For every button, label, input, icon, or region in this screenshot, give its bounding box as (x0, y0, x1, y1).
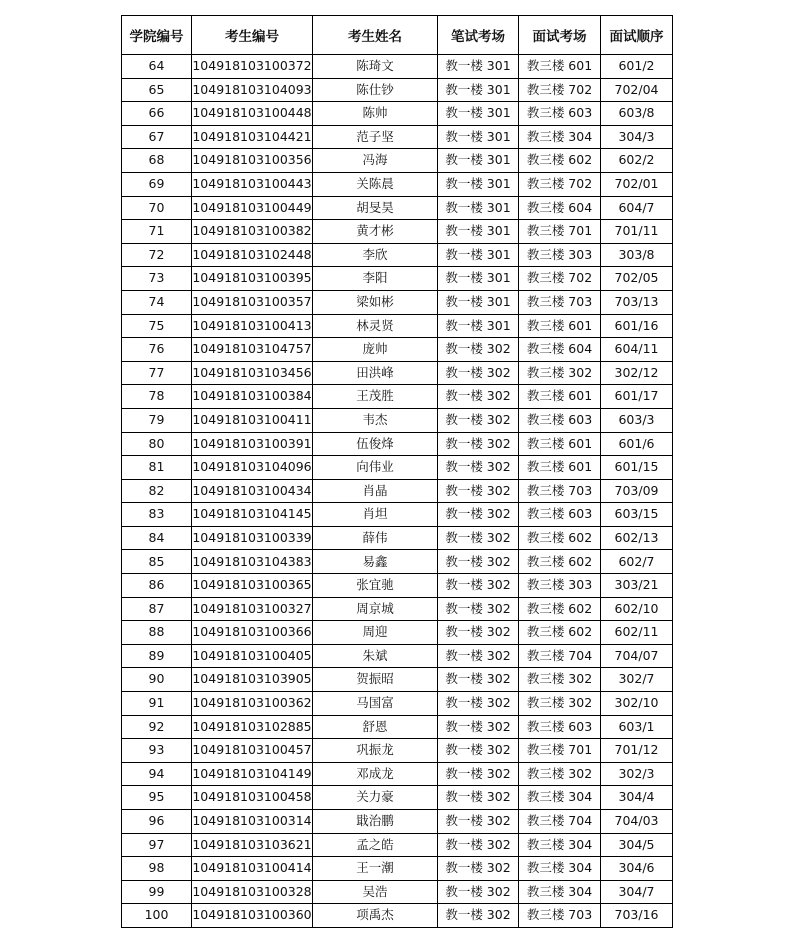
cell-interview-order: 603/3 (601, 408, 673, 432)
cell-candidate-name: 范子坚 (313, 125, 438, 149)
cell-interview-order: 303/21 (601, 574, 673, 598)
table-row (122, 857, 673, 881)
header-interview-room: 面试考场 (519, 16, 601, 55)
table-row (122, 644, 673, 668)
cell-candidate-number: 104918103100411 (192, 408, 313, 432)
cell-candidate-name: 周迎 (313, 621, 438, 645)
table-row (122, 220, 673, 244)
table-row (122, 102, 673, 126)
table-row (122, 361, 673, 385)
cell-candidate-number: 104918103103621 (192, 833, 313, 857)
cell-interview-order: 603/15 (601, 503, 673, 527)
cell-college-number: 64 (122, 55, 192, 79)
cell-candidate-number: 104918103100443 (192, 172, 313, 196)
cell-candidate-number: 104918103100339 (192, 526, 313, 550)
cell-candidate-name: 李欣 (313, 243, 438, 267)
cell-interview-room: 教三楼 702 (519, 172, 601, 196)
cell-candidate-name: 张宜驰 (313, 574, 438, 598)
cell-college-number: 93 (122, 739, 192, 763)
cell-candidate-name: 陈琦文 (313, 55, 438, 79)
cell-interview-room: 教三楼 302 (519, 762, 601, 786)
cell-written-exam-room: 教一楼 302 (438, 810, 519, 834)
table-row (122, 526, 673, 550)
cell-interview-room: 教三楼 701 (519, 739, 601, 763)
cell-candidate-name: 巩振龙 (313, 739, 438, 763)
cell-candidate-name: 易鑫 (313, 550, 438, 574)
cell-candidate-name: 冯海 (313, 149, 438, 173)
cell-interview-order: 704/03 (601, 810, 673, 834)
cell-candidate-name: 向伟业 (313, 456, 438, 480)
table-row (122, 172, 673, 196)
cell-interview-order: 602/13 (601, 526, 673, 550)
cell-interview-order: 604/7 (601, 196, 673, 220)
cell-candidate-number: 104918103100414 (192, 857, 313, 881)
cell-interview-room: 教三楼 303 (519, 574, 601, 598)
cell-interview-order: 304/4 (601, 786, 673, 810)
cell-candidate-number: 104918103100413 (192, 314, 313, 338)
cell-college-number: 91 (122, 692, 192, 716)
cell-candidate-number: 104918103104149 (192, 762, 313, 786)
table-row (122, 290, 673, 314)
table-row (122, 125, 673, 149)
cell-college-number: 100 (122, 904, 192, 928)
cell-college-number: 68 (122, 149, 192, 173)
cell-candidate-name: 项禹杰 (313, 904, 438, 928)
cell-candidate-number: 104918103104145 (192, 503, 313, 527)
cell-written-exam-room: 教一楼 302 (438, 361, 519, 385)
cell-interview-room: 教三楼 601 (519, 385, 601, 409)
cell-interview-room: 教三楼 603 (519, 715, 601, 739)
cell-written-exam-room: 教一楼 302 (438, 880, 519, 904)
cell-candidate-number: 104918103103905 (192, 668, 313, 692)
cell-candidate-name: 黄才彬 (313, 220, 438, 244)
cell-written-exam-room: 教一楼 301 (438, 243, 519, 267)
cell-college-number: 67 (122, 125, 192, 149)
cell-written-exam-room: 教一楼 302 (438, 786, 519, 810)
cell-written-exam-room: 教一楼 302 (438, 762, 519, 786)
header-college-number: 学院编号 (122, 16, 192, 55)
cell-interview-order: 602/7 (601, 550, 673, 574)
table-row (122, 408, 673, 432)
cell-candidate-number: 104918103102448 (192, 243, 313, 267)
cell-college-number: 69 (122, 172, 192, 196)
table-row (122, 904, 673, 928)
cell-written-exam-room: 教一楼 302 (438, 621, 519, 645)
cell-candidate-number: 104918103103456 (192, 361, 313, 385)
table-row (122, 338, 673, 362)
cell-interview-order: 702/05 (601, 267, 673, 291)
cell-candidate-name: 庞帅 (313, 338, 438, 362)
cell-written-exam-room: 教一楼 301 (438, 102, 519, 126)
cell-written-exam-room: 教一楼 302 (438, 739, 519, 763)
cell-interview-room: 教三楼 304 (519, 880, 601, 904)
header-candidate-name: 考生姓名 (313, 16, 438, 55)
table-row (122, 786, 673, 810)
cell-interview-order: 601/17 (601, 385, 673, 409)
cell-candidate-number: 104918103100449 (192, 196, 313, 220)
cell-candidate-name: 关陈晨 (313, 172, 438, 196)
cell-candidate-name: 梁如彬 (313, 290, 438, 314)
cell-interview-room: 教三楼 703 (519, 904, 601, 928)
cell-college-number: 72 (122, 243, 192, 267)
cell-interview-room: 教三楼 701 (519, 220, 601, 244)
cell-interview-order: 703/13 (601, 290, 673, 314)
cell-candidate-number: 104918103100362 (192, 692, 313, 716)
cell-interview-room: 教三楼 304 (519, 857, 601, 881)
cell-college-number: 77 (122, 361, 192, 385)
cell-candidate-name: 林灵贤 (313, 314, 438, 338)
cell-candidate-number: 104918103100372 (192, 55, 313, 79)
cell-candidate-number: 104918103102885 (192, 715, 313, 739)
table-row (122, 196, 673, 220)
cell-interview-room: 教三楼 601 (519, 432, 601, 456)
table-row (122, 267, 673, 291)
cell-candidate-name: 韦杰 (313, 408, 438, 432)
cell-candidate-number: 104918103100314 (192, 810, 313, 834)
cell-interview-room: 教三楼 702 (519, 267, 601, 291)
cell-college-number: 89 (122, 644, 192, 668)
cell-written-exam-room: 教一楼 301 (438, 196, 519, 220)
cell-candidate-number: 104918103100448 (192, 102, 313, 126)
cell-college-number: 88 (122, 621, 192, 645)
cell-written-exam-room: 教一楼 302 (438, 833, 519, 857)
cell-college-number: 99 (122, 880, 192, 904)
table-row (122, 692, 673, 716)
cell-candidate-number: 104918103104093 (192, 78, 313, 102)
cell-college-number: 90 (122, 668, 192, 692)
header-interview-order: 面试顺序 (601, 16, 673, 55)
cell-interview-order: 604/11 (601, 338, 673, 362)
cell-interview-order: 603/1 (601, 715, 673, 739)
table-row (122, 55, 673, 79)
cell-candidate-name: 陈帅 (313, 102, 438, 126)
cell-written-exam-room: 教一楼 302 (438, 857, 519, 881)
cell-candidate-name: 伍俊烽 (313, 432, 438, 456)
cell-written-exam-room: 教一楼 301 (438, 314, 519, 338)
cell-written-exam-room: 教一楼 301 (438, 125, 519, 149)
cell-interview-order: 702/04 (601, 78, 673, 102)
cell-college-number: 95 (122, 786, 192, 810)
cell-candidate-name: 戢治鹏 (313, 810, 438, 834)
cell-interview-order: 701/11 (601, 220, 673, 244)
cell-candidate-name: 胡旻昊 (313, 196, 438, 220)
cell-written-exam-room: 教一楼 302 (438, 715, 519, 739)
cell-interview-room: 教三楼 702 (519, 78, 601, 102)
cell-interview-room: 教三楼 602 (519, 149, 601, 173)
cell-college-number: 78 (122, 385, 192, 409)
cell-interview-order: 704/07 (601, 644, 673, 668)
cell-candidate-name: 陈仕钞 (313, 78, 438, 102)
cell-interview-order: 701/12 (601, 739, 673, 763)
cell-interview-room: 教三楼 604 (519, 338, 601, 362)
cell-interview-order: 703/09 (601, 479, 673, 503)
cell-candidate-number: 104918103104757 (192, 338, 313, 362)
table-row (122, 880, 673, 904)
cell-interview-order: 702/01 (601, 172, 673, 196)
cell-interview-order: 703/16 (601, 904, 673, 928)
cell-written-exam-room: 教一楼 301 (438, 267, 519, 291)
cell-interview-room: 教三楼 302 (519, 668, 601, 692)
cell-interview-order: 304/6 (601, 857, 673, 881)
table-row (122, 621, 673, 645)
cell-college-number: 79 (122, 408, 192, 432)
cell-candidate-number: 104918103100356 (192, 149, 313, 173)
cell-candidate-name: 王一潮 (313, 857, 438, 881)
cell-candidate-name: 肖晶 (313, 479, 438, 503)
cell-written-exam-room: 教一楼 302 (438, 597, 519, 621)
header-row (122, 16, 673, 55)
cell-written-exam-room: 教一楼 302 (438, 456, 519, 480)
header-candidate-number: 考生编号 (192, 16, 313, 55)
table-row (122, 385, 673, 409)
cell-candidate-number: 104918103100382 (192, 220, 313, 244)
cell-candidate-number: 104918103104383 (192, 550, 313, 574)
cell-interview-order: 303/8 (601, 243, 673, 267)
cell-written-exam-room: 教一楼 302 (438, 408, 519, 432)
cell-interview-order: 601/2 (601, 55, 673, 79)
cell-candidate-number: 104918103104096 (192, 456, 313, 480)
cell-interview-room: 教三楼 703 (519, 290, 601, 314)
cell-written-exam-room: 教一楼 301 (438, 172, 519, 196)
cell-interview-room: 教三楼 603 (519, 503, 601, 527)
cell-candidate-number: 104918103100458 (192, 786, 313, 810)
cell-candidate-name: 吴浩 (313, 880, 438, 904)
cell-written-exam-room: 教一楼 301 (438, 55, 519, 79)
cell-interview-order: 302/12 (601, 361, 673, 385)
cell-college-number: 83 (122, 503, 192, 527)
table-row (122, 715, 673, 739)
header-written-exam-room: 笔试考场 (438, 16, 519, 55)
cell-interview-order: 304/7 (601, 880, 673, 904)
cell-candidate-name: 李阳 (313, 267, 438, 291)
cell-college-number: 98 (122, 857, 192, 881)
cell-college-number: 74 (122, 290, 192, 314)
cell-interview-room: 教三楼 703 (519, 479, 601, 503)
cell-college-number: 66 (122, 102, 192, 126)
cell-candidate-name: 周京城 (313, 597, 438, 621)
cell-interview-room: 教三楼 602 (519, 550, 601, 574)
cell-interview-order: 602/11 (601, 621, 673, 645)
table-row (122, 456, 673, 480)
table-row (122, 314, 673, 338)
cell-written-exam-room: 教一楼 302 (438, 668, 519, 692)
cell-interview-room: 教三楼 304 (519, 125, 601, 149)
table-row (122, 243, 673, 267)
cell-candidate-name: 田洪峰 (313, 361, 438, 385)
cell-college-number: 70 (122, 196, 192, 220)
cell-interview-room: 教三楼 602 (519, 526, 601, 550)
cell-candidate-number: 104918103100366 (192, 621, 313, 645)
table-row (122, 550, 673, 574)
table-row (122, 597, 673, 621)
cell-interview-room: 教三楼 302 (519, 361, 601, 385)
cell-candidate-name: 关力豪 (313, 786, 438, 810)
cell-interview-order: 304/5 (601, 833, 673, 857)
cell-candidate-name: 肖坦 (313, 503, 438, 527)
cell-candidate-number: 104918103100434 (192, 479, 313, 503)
cell-written-exam-room: 教一楼 302 (438, 479, 519, 503)
exam-arrangement-table (121, 15, 673, 928)
cell-interview-room: 教三楼 603 (519, 408, 601, 432)
cell-college-number: 92 (122, 715, 192, 739)
cell-interview-order: 602/10 (601, 597, 673, 621)
cell-candidate-number: 104918103104421 (192, 125, 313, 149)
cell-interview-room: 教三楼 704 (519, 810, 601, 834)
cell-written-exam-room: 教一楼 302 (438, 550, 519, 574)
cell-interview-order: 601/15 (601, 456, 673, 480)
cell-candidate-name: 孟之皓 (313, 833, 438, 857)
cell-college-number: 86 (122, 574, 192, 598)
cell-written-exam-room: 教一楼 302 (438, 904, 519, 928)
cell-candidate-name: 贺振昭 (313, 668, 438, 692)
cell-candidate-number: 104918103100328 (192, 880, 313, 904)
cell-candidate-name: 邓成龙 (313, 762, 438, 786)
cell-candidate-name: 薛伟 (313, 526, 438, 550)
cell-college-number: 84 (122, 526, 192, 550)
cell-written-exam-room: 教一楼 302 (438, 432, 519, 456)
cell-candidate-number: 104918103100357 (192, 290, 313, 314)
cell-college-number: 82 (122, 479, 192, 503)
cell-interview-room: 教三楼 601 (519, 314, 601, 338)
cell-interview-order: 601/6 (601, 432, 673, 456)
cell-college-number: 76 (122, 338, 192, 362)
table-row (122, 668, 673, 692)
cell-interview-room: 教三楼 601 (519, 55, 601, 79)
table-row (122, 149, 673, 173)
table-row (122, 78, 673, 102)
cell-written-exam-room: 教一楼 302 (438, 385, 519, 409)
cell-college-number: 94 (122, 762, 192, 786)
cell-candidate-name: 舒恩 (313, 715, 438, 739)
cell-candidate-number: 104918103100384 (192, 385, 313, 409)
cell-written-exam-room: 教一楼 302 (438, 503, 519, 527)
cell-interview-room: 教三楼 602 (519, 597, 601, 621)
cell-interview-order: 302/7 (601, 668, 673, 692)
cell-written-exam-room: 教一楼 302 (438, 574, 519, 598)
cell-written-exam-room: 教一楼 301 (438, 290, 519, 314)
cell-college-number: 96 (122, 810, 192, 834)
cell-college-number: 87 (122, 597, 192, 621)
cell-candidate-number: 104918103100395 (192, 267, 313, 291)
table-row (122, 574, 673, 598)
cell-interview-order: 601/16 (601, 314, 673, 338)
cell-candidate-number: 104918103100391 (192, 432, 313, 456)
cell-interview-room: 教三楼 304 (519, 786, 601, 810)
cell-college-number: 80 (122, 432, 192, 456)
cell-interview-order: 602/2 (601, 149, 673, 173)
cell-interview-order: 302/3 (601, 762, 673, 786)
cell-college-number: 81 (122, 456, 192, 480)
table-row (122, 810, 673, 834)
cell-interview-room: 教三楼 603 (519, 102, 601, 126)
cell-college-number: 65 (122, 78, 192, 102)
cell-college-number: 85 (122, 550, 192, 574)
cell-interview-room: 教三楼 303 (519, 243, 601, 267)
cell-interview-order: 302/10 (601, 692, 673, 716)
cell-candidate-name: 王茂胜 (313, 385, 438, 409)
cell-candidate-number: 104918103100405 (192, 644, 313, 668)
cell-college-number: 73 (122, 267, 192, 291)
cell-written-exam-room: 教一楼 302 (438, 644, 519, 668)
cell-candidate-number: 104918103100365 (192, 574, 313, 598)
cell-written-exam-room: 教一楼 302 (438, 338, 519, 362)
cell-interview-order: 603/8 (601, 102, 673, 126)
table-row (122, 833, 673, 857)
table-row (122, 503, 673, 527)
cell-interview-room: 教三楼 601 (519, 456, 601, 480)
table-row (122, 479, 673, 503)
cell-candidate-number: 104918103100360 (192, 904, 313, 928)
cell-college-number: 75 (122, 314, 192, 338)
cell-interview-room: 教三楼 602 (519, 621, 601, 645)
cell-interview-room: 教三楼 704 (519, 644, 601, 668)
cell-written-exam-room: 教一楼 302 (438, 526, 519, 550)
table-row (122, 762, 673, 786)
cell-interview-room: 教三楼 302 (519, 692, 601, 716)
cell-candidate-number: 104918103100327 (192, 597, 313, 621)
cell-written-exam-room: 教一楼 301 (438, 149, 519, 173)
table-row (122, 739, 673, 763)
cell-written-exam-room: 教一楼 302 (438, 692, 519, 716)
cell-candidate-name: 朱斌 (313, 644, 438, 668)
cell-candidate-number: 104918103100457 (192, 739, 313, 763)
cell-interview-room: 教三楼 604 (519, 196, 601, 220)
table-row (122, 432, 673, 456)
cell-interview-room: 教三楼 304 (519, 833, 601, 857)
cell-candidate-name: 马国富 (313, 692, 438, 716)
cell-interview-order: 304/3 (601, 125, 673, 149)
cell-written-exam-room: 教一楼 301 (438, 220, 519, 244)
cell-college-number: 71 (122, 220, 192, 244)
cell-written-exam-room: 教一楼 301 (438, 78, 519, 102)
cell-college-number: 97 (122, 833, 192, 857)
